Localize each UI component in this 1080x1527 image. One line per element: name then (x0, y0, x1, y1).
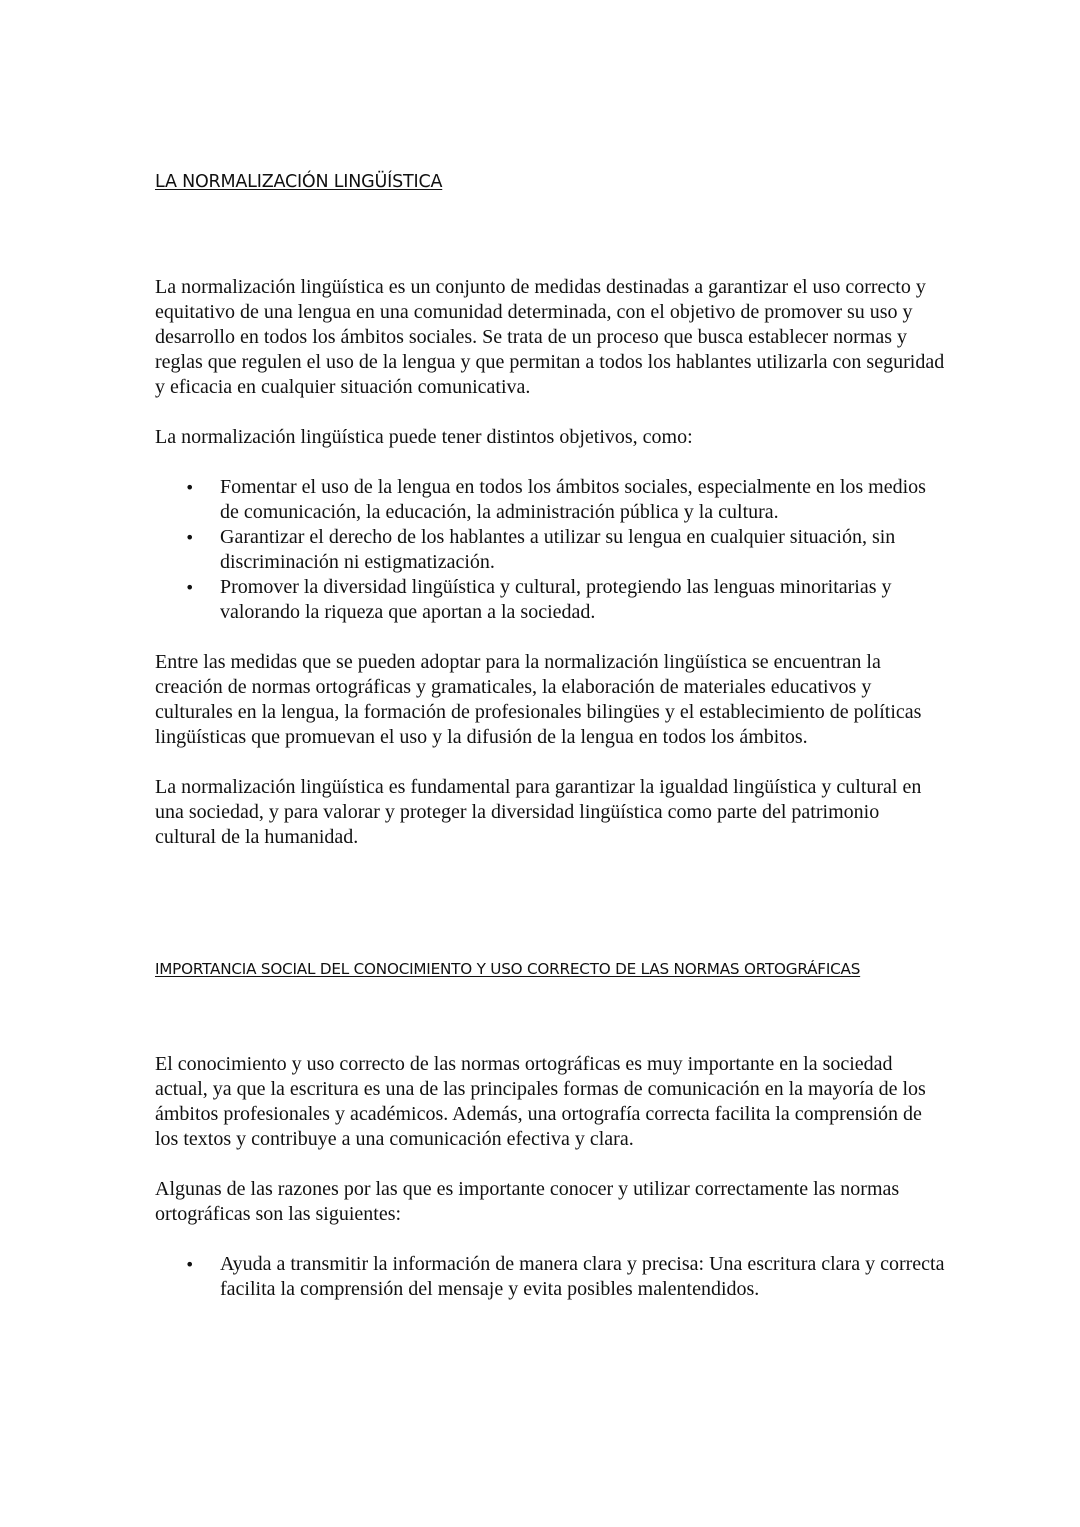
document-content (155, 172, 945, 1302)
paragraph: La normalización lingüística es fundamental para garantizar la igualdad lingüística y cultural en una sociedad, y para valorar y proteger la diversidad lingüística como parte del patrimonio cultural de la humanidad. (155, 776, 922, 848)
paragraph: Algunas de las razones por las que es importante conocer y utilizar correctamente las normas ortográficas son las siguientes: (155, 1178, 900, 1225)
list-item: • Garantizar el derecho de los hablantes a utilizar su lengua en cualquier situación, sin discriminación ni estigmatización. (220, 525, 945, 575)
list-item: • Fomentar el uso de la lengua en todos los ámbitos sociales, especialmente en los medios de comunicación, la educación, la administración pública y la cultura. (220, 475, 945, 525)
reasons-list (155, 1252, 945, 1302)
section-title-importancia: IMPORTANCIA SOCIAL DEL CONOCIMIENTO Y USO CORRECTO DE LAS NORMAS ORTOGRÁFICAS (155, 960, 861, 978)
paragraph: Entre las medidas que se pueden adoptar para la normalización lingüística se encuentran la creación de normas ortográficas y gramaticales, la elaboración de materiales educativos y culturales en la lengua, la formación de profesionales bilingües y el establecimiento de políticas lingüísticas que promuevan el uso y la difusión de la lengua en todos los ámbitos. (155, 651, 922, 748)
list-item: • Promover la diversidad lingüística y cultural, protegiendo las lenguas minoritarias y valorando la riqueza que aportan a la sociedad. (220, 575, 945, 625)
objectives-list (155, 475, 945, 625)
paragraph: La normalización lingüística es un conjunto de medidas destinadas a garantizar el uso correcto y equitativo de una lengua en una comunidad determinada, con el objetivo de promover su uso y desarrollo en todos los ámbitos sociales. Se trata de un proceso que busca establecer normas y reglas que regulen el uso de la lengua y que permitan a todos los hablantes utilizarla con seguridad y eficacia en cualquier situación comunicativa. (155, 276, 945, 398)
paragraph: La normalización lingüística puede tener distintos objetivos, como: (155, 426, 693, 448)
paragraph: El conocimiento y uso correcto de las normas ortográficas es muy importante en la sociedad actual, ya que la escritura es una de las principales formas de comunicación en la mayoría de los ámbitos profesionales y académicos. Además, una ortografía correcta facilita la comprensión de los textos y contribuye a una comunicación efectiva y clara. (155, 1053, 926, 1150)
list-item: • Ayuda a transmitir la información de manera clara y precisa: Una escritura clara y correcta facilita la comprensión del mensaje y evita posibles malentendidos. (220, 1252, 945, 1302)
section-title-normalizacion: LA NORMALIZACIÓN LINGÜÍSTICA (155, 172, 443, 192)
